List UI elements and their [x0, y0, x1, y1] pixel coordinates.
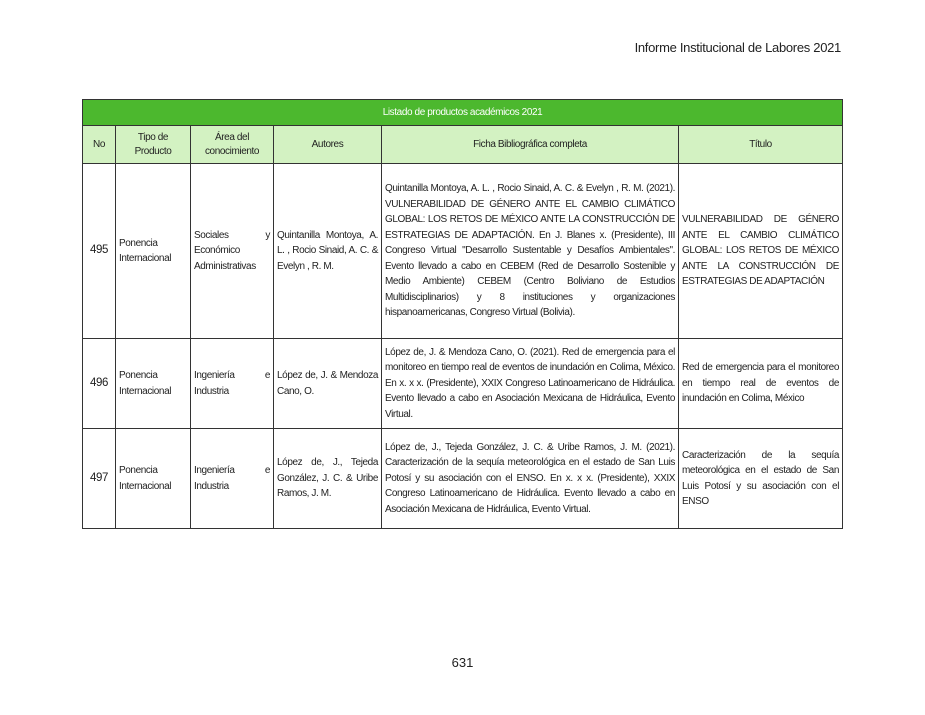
column-header-autores: Autores [274, 126, 382, 164]
bibliographic-entry: Quintanilla Montoya, A. L. , Rocio Sinaid, A. C. & Evelyn , R. M. (2021). VULNERABILIDAD DE GÉNERO ANTE EL CAMBIO CLIMÁTICO GLOBAL: LOS RETOS DE MÉXICO ANTE LA CONSTRUCCIÓN DE ESTRATEGIAS DE ADAPTACIÓN. En J. Blanes x. (Presidente), III Congreso Virtual "Desarrollo Sustentable y Desafíos Ambientales". Evento llevado a cabo en CEBEM (Red de Desarrollo Sostenible y Medio Ambiente) CEBEM (Centro Boliviano de Estudios Multidisciplinarios) y 8 instituciones y organizaciones hispanoamericanas, Congreso Virtual (Bolivia). [382, 164, 679, 339]
bibliographic-entry: López de, J., Tejeda González, J. C. & Uribe Ramos, J. M. (2021). Caracterización de la sequía meteorológica en el estado de San Luis Potosí y su asociación con el ENSO. En x. x x. (Presidente), XXIX Congreso Latinoamericano de Hidráulica. Evento llevado a cabo en Asociación Mexicana de Hidráulica, Evento Virtual. [382, 429, 679, 529]
knowledge-area: Ingeniería e Industria [191, 339, 274, 429]
table-row [83, 429, 843, 529]
product-title: VULNERABILIDAD DE GÉNERO ANTE EL CAMBIO CLIMÁTICO GLOBAL: LOS RETOS DE MÉXICO ANTE LA CONSTRUCCIÓN DE ESTRATEGIAS DE ADAPTACIÓN [679, 164, 843, 339]
products-table [82, 99, 843, 529]
column-header-tipo: Tipo de Producto [116, 126, 191, 164]
row-number: 496 [83, 339, 116, 429]
knowledge-area: Ingeniería e Industria [191, 429, 274, 529]
table-title: Listado de productos académicos 2021 [83, 100, 843, 126]
column-header-no: No [83, 126, 116, 164]
table-title-row [83, 100, 843, 126]
authors: López de, J. & Mendoza Cano, O. [274, 339, 382, 429]
row-number: 497 [83, 429, 116, 529]
authors: López de, J., Tejeda González, J. C. & Uribe Ramos, J. M. [274, 429, 382, 529]
product-type: Ponencia Internacional [116, 339, 191, 429]
column-header-titulo: Título [679, 126, 843, 164]
product-title: Red de emergencia para el monitoreo en tiempo real de eventos de inundación en Colima, México [679, 339, 843, 429]
authors: Quintanilla Montoya, A. L. , Rocio Sinaid, A. C. & Evelyn , R. M. [274, 164, 382, 339]
bibliographic-entry: López de, J. & Mendoza Cano, O. (2021). Red de emergencia para el monitoreo en tiempo real de eventos de inundación en Colima, México. En x. x x. (Presidente), XXIX Congreso Latinoamericano de Hidráulica. Evento llevado a cabo en Asociación Mexicana de Hidráulica, Evento Virtual. [382, 339, 679, 429]
column-header-area: Área del conocimiento [191, 126, 274, 164]
knowledge-area: Sociales y Económico Administrativas [191, 164, 274, 339]
table-row [83, 339, 843, 429]
product-type: Ponencia Internacional [116, 164, 191, 339]
table-row [83, 164, 843, 339]
row-number: 495 [83, 164, 116, 339]
product-type: Ponencia Internacional [116, 429, 191, 529]
page-header: Informe Institucional de Labores 2021 [634, 40, 841, 55]
column-header-ficha: Ficha Bibliográfica completa [382, 126, 679, 164]
table-header-row [83, 126, 843, 164]
page-number: 631 [451, 655, 474, 670]
product-title: Caracterización de la sequía meteorológica en el estado de San Luis Potosí y su asociación con el ENSO [679, 429, 843, 529]
